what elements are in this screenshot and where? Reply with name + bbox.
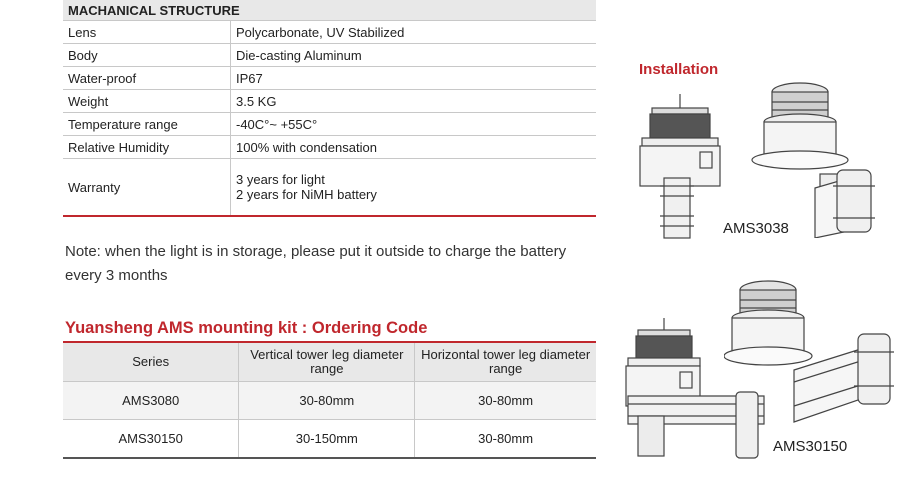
table-row bbox=[63, 136, 596, 159]
ordering-code-table bbox=[63, 341, 596, 459]
spec-value: Die-casting Aluminum bbox=[231, 44, 597, 67]
spec-value: 3.5 KG bbox=[231, 90, 597, 113]
warranty-light: 3 years for light bbox=[236, 172, 325, 187]
spec-key: Relative Humidity bbox=[63, 136, 231, 159]
spec-key: Warranty bbox=[63, 159, 231, 217]
spec-table-header: MACHANICAL STRUCTURE bbox=[63, 0, 596, 21]
warranty-battery: 2 years for NiMH battery bbox=[236, 187, 377, 202]
model-label-bottom: AMS30150 bbox=[773, 438, 848, 455]
spec-value: 100% with condensation bbox=[231, 136, 597, 159]
spec-key: Lens bbox=[63, 21, 231, 44]
table-row bbox=[63, 113, 596, 136]
large-light-kit-illustration bbox=[724, 276, 896, 430]
table-cell: 30-150mm bbox=[239, 420, 415, 459]
table-cell: AMS3080 bbox=[63, 382, 239, 420]
col-header: Series bbox=[63, 342, 239, 382]
spec-value bbox=[231, 159, 597, 217]
col-header: Vertical tower leg diameter range bbox=[239, 342, 415, 382]
spec-key: Weight bbox=[63, 90, 231, 113]
spec-value: -40C°~ +55C° bbox=[231, 113, 597, 136]
spec-key: Water-proof bbox=[63, 67, 231, 90]
table-cell: 30-80mm bbox=[239, 382, 415, 420]
col-header: Horizontal tower leg diameter range bbox=[415, 342, 596, 382]
installation-title: Installation bbox=[639, 61, 719, 78]
mechanical-structure-table bbox=[63, 0, 596, 217]
table-row bbox=[63, 44, 596, 67]
small-light-illustration bbox=[630, 90, 730, 240]
spec-value: IP67 bbox=[231, 67, 597, 90]
spec-value: Polycarbonate, UV Stabilized bbox=[231, 21, 597, 44]
model-label-top: AMS3038 bbox=[723, 220, 789, 237]
table-cell: 30-80mm bbox=[415, 420, 596, 459]
table-cell: AMS30150 bbox=[63, 420, 239, 459]
table-cell: 30-80mm bbox=[415, 382, 596, 420]
spec-key: Body bbox=[63, 44, 231, 67]
storage-note: Note: when the light is in storage, please put it outside to charge the battery every 3 months bbox=[65, 243, 567, 284]
table-row bbox=[63, 21, 596, 44]
table-row bbox=[63, 382, 596, 420]
kit-title: Yuansheng AMS mounting kit : Ordering Code bbox=[65, 319, 428, 337]
table-row bbox=[63, 90, 596, 113]
spec-key: Temperature range bbox=[63, 113, 231, 136]
table-row bbox=[63, 67, 596, 90]
table-row bbox=[63, 420, 596, 459]
large-light-illustration bbox=[745, 78, 880, 238]
table-row bbox=[63, 159, 596, 217]
